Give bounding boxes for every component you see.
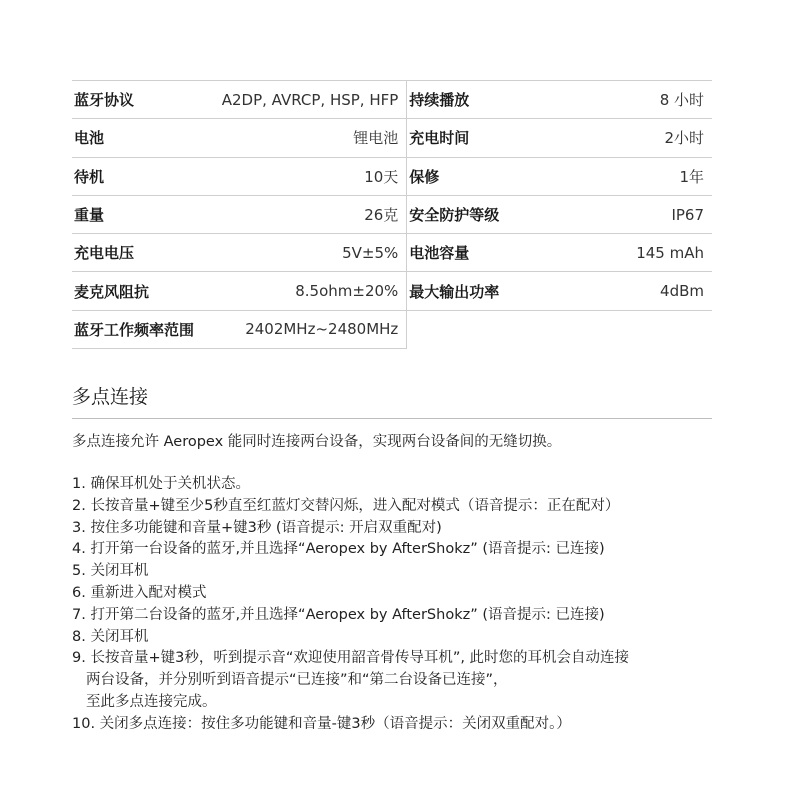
spec-label: 蓝牙协议 xyxy=(72,81,218,119)
spec-value: 8 小时 xyxy=(551,81,712,119)
list-item xyxy=(72,648,752,713)
spec-value: 145 mAh xyxy=(551,234,712,272)
spec-value: 1年 xyxy=(551,157,712,195)
spec-value: 10天 xyxy=(218,157,407,195)
spec-row xyxy=(72,119,712,157)
list-item: 6. 重新进入配对模式 xyxy=(72,584,207,601)
spec-label: 保修 xyxy=(407,157,551,195)
spec-label: 重量 xyxy=(72,195,218,233)
list-item: 3. 按住多功能键和音量+键3秒 (语音提示: 开启双重配对) xyxy=(72,519,442,536)
spec-value: 2小时 xyxy=(551,119,712,157)
spec-label: 电池 xyxy=(72,119,218,157)
spec-label: 麦克风阻抗 xyxy=(72,272,218,310)
spec-value: 2402MHz~2480MHz xyxy=(218,310,407,348)
spec-value: 4dBm xyxy=(551,272,712,310)
section-title: 多点连接 xyxy=(72,382,712,419)
spec-table xyxy=(72,80,712,349)
spec-label: 蓝牙工作频率范围 xyxy=(72,310,218,348)
list-item: 5. 关闭耳机 xyxy=(72,563,149,580)
spec-row xyxy=(72,81,712,119)
spec-row xyxy=(72,272,712,310)
spec-value: IP67 xyxy=(551,195,712,233)
spec-value: A2DP, AVRCP, HSP, HFP xyxy=(218,81,407,119)
spec-label: 安全防护等级 xyxy=(407,195,551,233)
list-item: 10. 关闭多点连接：按住多功能键和音量-键3秒（语音提示：关闭双重配对。） xyxy=(72,715,571,732)
list-item: 1. 确保耳机处于关机状态。 xyxy=(72,476,250,492)
spec-empty-cell xyxy=(407,310,551,348)
section-intro: 多点连接允许 Aeropex 能同时连接两台设备，实现两台设备间的无缝切换。 xyxy=(72,434,562,450)
step-continuation: 两台设备，并分别听到语音提示“已连接”和“第二台设备已连接”， xyxy=(86,672,508,689)
list-item: 4. 打开第一台设备的蓝牙,并且选择“Aeropex by AfterShokz” (语音提示: 已连接) xyxy=(72,541,605,558)
spec-value: 26克 xyxy=(218,195,407,233)
spec-empty-cell xyxy=(551,310,712,348)
spec-value: 8.5ohm±20% xyxy=(218,272,407,310)
spec-label: 持续播放 xyxy=(407,81,551,119)
spec-label: 电池容量 xyxy=(407,234,551,272)
spec-row xyxy=(72,310,712,348)
spec-label: 充电电压 xyxy=(72,234,218,272)
list-item: 8. 关闭耳机 xyxy=(72,628,149,645)
spec-label: 充电时间 xyxy=(407,119,551,157)
list-item: 7. 打开第二台设备的蓝牙,并且选择“Aeropex by AfterShokz” (语音提示: 已连接) xyxy=(72,606,605,623)
spec-row xyxy=(72,157,712,195)
steps-list xyxy=(72,474,752,736)
spec-label: 最大输出功率 xyxy=(407,272,551,310)
step-text: 9. 长按音量+键3秒，听到提示音“欢迎使用韶音骨传导耳机”, 此时您的耳机会自动连接 xyxy=(72,650,630,667)
spec-row xyxy=(72,234,712,272)
spec-row xyxy=(72,195,712,233)
list-item: 2. 长按音量+键至少5秒直至红蓝灯交替闪烁，进入配对模式（语音提示：正在配对） xyxy=(72,497,620,514)
spec-value: 5V±5% xyxy=(218,234,407,272)
step-continuation: 至此多点连接完成。 xyxy=(86,693,217,710)
spec-value: 锂电池 xyxy=(218,119,407,157)
spec-label: 待机 xyxy=(72,157,218,195)
